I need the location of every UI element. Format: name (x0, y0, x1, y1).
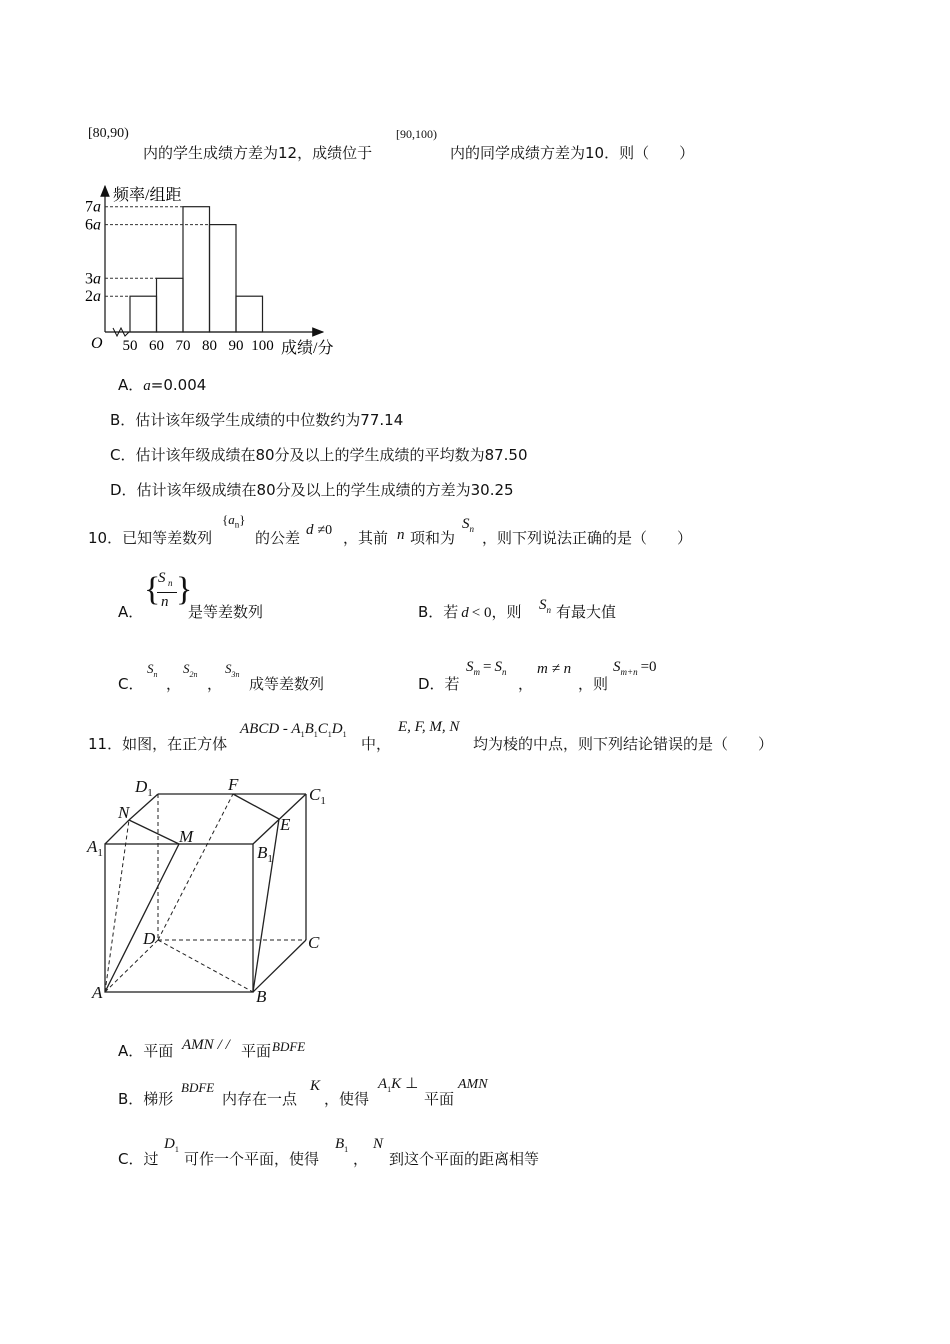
cube-sub-b1: 1 (313, 730, 318, 740)
q11-cube-name (240, 718, 347, 739)
d-comma: ， (518, 675, 534, 693)
c-s2n (183, 658, 198, 679)
b-a: A (378, 1076, 388, 1092)
q10-option-b (418, 601, 522, 622)
b-s-var: S (539, 597, 547, 613)
hidden-d-b (158, 940, 253, 992)
q11-c-b1 (335, 1133, 348, 1154)
interval-90-100: [90,100) (396, 127, 437, 141)
vertex-label-C: C (308, 933, 320, 952)
q11-a-bdfe: BDFE (272, 1039, 306, 1054)
q10-option-d-label: D．若 (418, 675, 460, 693)
cube-d: D (331, 721, 343, 737)
q10-option-a-label: A． (118, 603, 144, 621)
option-a-value: =0.004 (150, 376, 207, 394)
q11-stem-b: 中， (361, 735, 392, 753)
x-tick-50: 50 (122, 338, 138, 354)
q11-b-use: ，使得 (324, 1090, 370, 1108)
vertex-label-E: E (280, 815, 291, 834)
segment-n-m (129, 820, 179, 844)
hidden-d-f (158, 794, 233, 940)
seq-a: a (228, 512, 235, 527)
s-var: S (462, 516, 470, 532)
d-sm: S (466, 659, 474, 675)
c-d-sub: 1 (174, 1145, 179, 1155)
edge-b-c (253, 940, 306, 992)
vertex-label-B: B (256, 987, 267, 1006)
option-a-label: A． (118, 376, 144, 394)
q10-sn (462, 513, 474, 534)
q9-text-b: 内的同学成绩方差为10．则（ ） (450, 144, 695, 162)
d-m-neq-n: m ≠ n (537, 661, 572, 677)
d-res-s: S (613, 659, 621, 675)
vertex-label-M: M (179, 827, 194, 846)
y-tick-3a: 3a (85, 270, 101, 288)
d-result (613, 656, 657, 677)
d-then: ，则 (578, 675, 609, 693)
q10-stem-a: 10．已知等差数列 (88, 529, 213, 547)
x-tick-80: 80 (202, 338, 217, 354)
vertex-label-D: D (143, 929, 156, 948)
q10-stem (88, 527, 212, 548)
q11-a-mid: 平面 (241, 1042, 272, 1060)
q10-d-cond (306, 519, 332, 539)
vertex-label-B1: $B_1$ (257, 843, 273, 865)
y-tick-2a: 2a (85, 288, 101, 306)
cube-b: B (304, 721, 314, 737)
d-sn: S (494, 659, 502, 675)
q10-option-a-text: 是等差数列 (188, 603, 264, 621)
c-s1: S (147, 661, 154, 676)
q10-stem-e: ，则下列说法正确的是（ ） (482, 529, 693, 547)
q11-c-text: 到这个平面的距离相等 (389, 1150, 540, 1168)
segment-f-e (233, 794, 279, 819)
hidden-a-n (105, 820, 129, 992)
neq-zero: ≠0 (317, 523, 333, 538)
cube-sub-c1: 1 (327, 730, 332, 740)
c-b-sub: 1 (344, 1145, 349, 1155)
q10-stem-d: 项和为 (410, 529, 456, 547)
q10-option-c-label: C． (118, 675, 144, 693)
interval-80-90: [80,90) (88, 126, 129, 141)
c-sn (147, 658, 158, 679)
q11-stem-a: 11．如图，在正方体 (88, 735, 228, 753)
cube-abcd-a: ABCD - A (240, 721, 301, 737)
d-eq (466, 656, 506, 677)
q9-option-d: D．估计该年级成绩在80分及以上的学生成绩的方差为30.25 (110, 481, 514, 499)
q10-seq: $\{a_n\}$ (222, 512, 246, 530)
segment-a-m (105, 844, 179, 992)
c-s2: S (183, 661, 190, 676)
x-axis-label: 成绩/分 (281, 340, 334, 357)
q11-a-math (182, 1034, 230, 1054)
origin-label: O (91, 335, 103, 352)
vertex-label-F: F (228, 775, 239, 794)
vertex-label-C1: $C_1$ (309, 785, 326, 807)
c-b: B (335, 1136, 345, 1152)
option-b-then: ，则 (491, 603, 522, 621)
c-s2-sub: 2n (189, 670, 198, 680)
q10-option-a-fraction: { S n n } (144, 570, 193, 610)
q11-stem-c: 均为棱的中点，则下列结论错误的是（ ） (473, 735, 774, 753)
cube-sub-d1: 1 (342, 730, 347, 740)
c-comma-2: ， (207, 675, 223, 693)
c-d: D (164, 1136, 175, 1152)
frac-den: n (161, 594, 169, 610)
q9-text-a: 内的学生成绩方差为12，成绩位于 (143, 144, 373, 162)
q11-c-n: N (373, 1136, 384, 1152)
q11-b-plane: 平面 (424, 1090, 455, 1108)
y-tick-6a: 6a (85, 216, 101, 234)
vertex-label-N: N (118, 803, 130, 822)
q11-b-bdfe: BDFE (181, 1080, 215, 1095)
q11-c-d1 (164, 1133, 179, 1154)
option-b-label: B．若 (418, 603, 459, 621)
y-tick-7a: 7a (85, 198, 101, 216)
frac-num: S (158, 570, 166, 586)
option-a-var: a (143, 378, 151, 394)
q11-b-mid: 内存在一点 (222, 1090, 298, 1108)
option-b-d: d (461, 605, 469, 621)
edge-d1-n (129, 794, 158, 820)
d-var: d (306, 522, 314, 538)
q11-b-a1k (378, 1073, 418, 1094)
vertex-label-D1: $D_1$ (135, 777, 153, 799)
x-tick-90: 90 (228, 338, 244, 354)
q10-option-b-sn (539, 594, 551, 615)
c-comma-1: ， (166, 675, 182, 693)
frac-num-sub: n (168, 578, 173, 588)
q9-option-c: C．估计该年级成绩在80分及以上的学生成绩的平均数为87.50 (110, 446, 528, 464)
c-s3: S (225, 661, 232, 676)
vertex-label-A1: $A_1$ (87, 837, 103, 859)
x-tick-70: 70 (175, 338, 191, 354)
frequency-histogram (85, 180, 345, 360)
q10-stem-b: 的公差 (255, 529, 301, 547)
q9-option-a (118, 374, 206, 395)
q11-b-k: K (310, 1078, 321, 1094)
histogram-bar-[50,60) (130, 296, 157, 332)
d-res-val: =0 (640, 659, 657, 675)
c-s3-sub: 3n (231, 670, 240, 680)
x-tick-100: 100 (251, 338, 274, 354)
n-var: n (397, 527, 405, 543)
b-s-sub: n (546, 605, 551, 616)
q11-c-comma: ， (353, 1150, 369, 1168)
x-tick-60: 60 (149, 338, 164, 354)
q11-a-parallel: / / (217, 1037, 230, 1053)
histogram-bar-[60,70) (157, 278, 184, 332)
cube-figure (85, 770, 345, 1010)
d-res-sub: m+n (620, 667, 638, 678)
d-equals: = (483, 659, 492, 675)
option-b-lt: < 0 (471, 605, 492, 621)
b-perp: ⊥ (405, 1076, 419, 1092)
q11-option-a (118, 1040, 173, 1061)
histogram-bar-[90,100] (236, 296, 263, 332)
q11-b-amn: AMN (458, 1077, 488, 1092)
s-sub: n (469, 524, 474, 535)
histogram-bar-[80,90) (210, 225, 237, 332)
q11-a-label: A．平面 (118, 1042, 174, 1060)
q10-option-c-text: 成等差数列 (249, 675, 325, 693)
q11-a-amn: AMN (182, 1037, 214, 1053)
b-a-sub: 1 (387, 1085, 392, 1095)
y-axis-label: 频率/组距 (113, 187, 182, 204)
q11-c-mid: 可作一个平面，使得 (184, 1150, 320, 1168)
cube-c: C (317, 721, 328, 737)
q11-c-label: C．过 (118, 1150, 159, 1168)
cube-sub-a1: 1 (300, 730, 305, 740)
q11-b-label: B．梯形 (118, 1090, 174, 1108)
q10-stem-c: ，其前 (343, 529, 389, 547)
q9-option-b: B．估计该年级学生成绩的中位数约为77.14 (110, 411, 404, 429)
edge-n-a1 (105, 820, 129, 844)
histogram-bar-[70,80) (183, 207, 210, 332)
b-k2: K (391, 1076, 402, 1092)
q10-option-b-text: 有最大值 (556, 603, 617, 621)
d-sn-sub: n (501, 667, 507, 678)
vertex-label-A: A (92, 983, 103, 1002)
c-s3n (225, 658, 240, 679)
c-s1-sub: n (153, 670, 158, 680)
seq-sub: n (234, 519, 240, 530)
q11-points: E, F, M, N (398, 719, 460, 735)
d-sm-sub: m (473, 667, 480, 678)
